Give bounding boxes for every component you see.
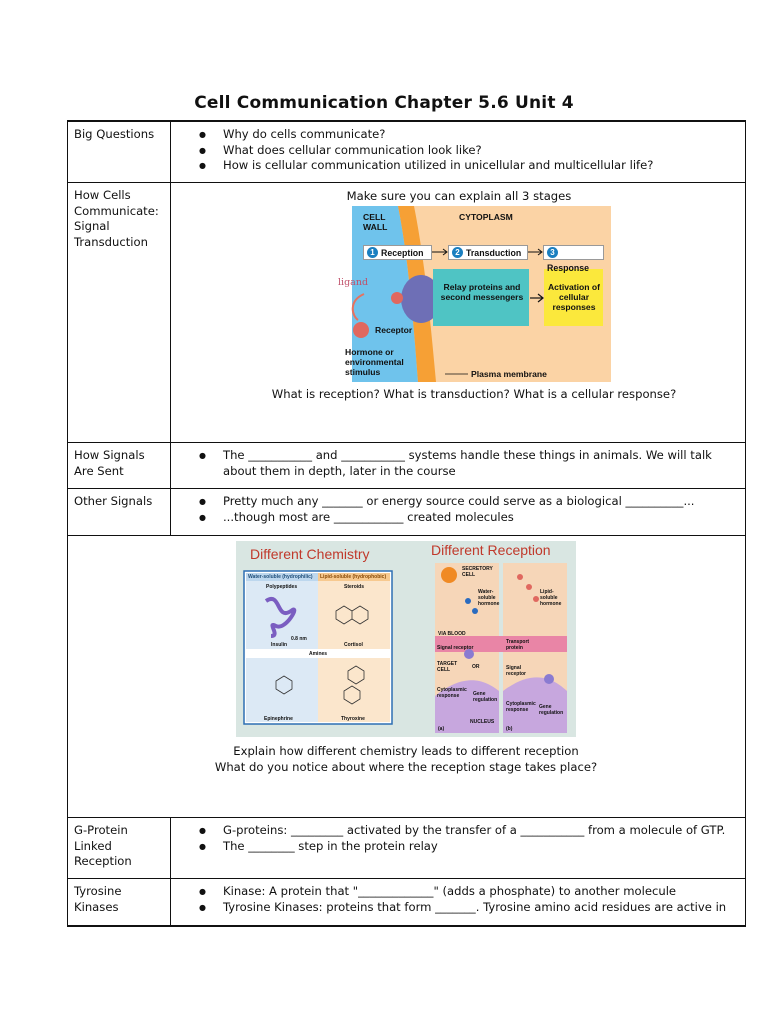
- step-response: 3Response: [543, 245, 604, 260]
- chemistry-caption-1: Explain how different chemistry leads to different reception: [233, 744, 579, 758]
- step-reception: 1 Reception: [363, 245, 432, 260]
- different-chemistry-heading: Different Chemistry: [250, 546, 370, 562]
- or-label: OR: [472, 664, 480, 670]
- row-other-signals: [67, 489, 746, 536]
- receptor-label: Receptor: [375, 325, 413, 335]
- bullet: ● Why do cells communicate?: [199, 127, 741, 143]
- row-tyrosine: [67, 879, 746, 927]
- amines-label: Amines: [309, 651, 328, 657]
- steroids-label: Steroids: [344, 584, 365, 590]
- nucleus-label: NUCLEUS: [470, 719, 495, 725]
- insulin-label: Insulin: [271, 642, 288, 648]
- cytoplasmic-response-b-label: Cytoplasmic response: [506, 701, 536, 713]
- ligand-label: ligand: [338, 277, 369, 288]
- hormone-label: Hormone or environmental stimulus: [345, 347, 404, 377]
- bullet: ● ...though most are ____________ created molecules: [199, 510, 741, 526]
- cell-wall-label: CELL WALL: [363, 212, 388, 232]
- step-number: 1: [367, 247, 378, 258]
- signal-receptor-b-label: Signal receptor: [506, 665, 527, 677]
- panel-a-label: (a): [438, 726, 445, 732]
- bullet: ● G-proteins: _________ activated by the transfer of a ___________ from a molecule of GTP.: [199, 823, 741, 839]
- panel-b-label: (b): [506, 726, 513, 732]
- plasma-membrane-label: Plasma membrane: [471, 369, 547, 379]
- polypeptides-label: Polypeptides: [266, 584, 298, 590]
- water-hormone-label: Water-soluble hormone: [478, 589, 500, 607]
- bullet: ● The ________ step in the protein relay: [199, 839, 741, 855]
- row-label: How Cells Communicate: Signal Transduction: [67, 183, 171, 442]
- gene-regulation-b-label: Gene regulation: [539, 704, 564, 716]
- step-arrows: [338, 206, 611, 266]
- caption-top: Make sure you can explain all 3 stages: [346, 189, 572, 203]
- water-soluble-label: Water-soluble (hydrophilic): [248, 574, 313, 580]
- row-how-signals-sent: [67, 443, 746, 489]
- caption-bottom: What is reception? What is transduction? What is a cellular response?: [271, 387, 677, 401]
- cytoplasm-label: CYTOPLASM: [459, 212, 513, 222]
- signal-receptor-label: Signal receptor: [437, 645, 474, 651]
- scale-label: 0.8 nm: [291, 636, 307, 642]
- epinephrine-label: Epinephrine: [264, 716, 293, 722]
- row-label: G-Protein Linked Reception: [67, 818, 171, 878]
- cortisol-label: Cortisol: [344, 642, 363, 648]
- step-transduction: 2 Transduction: [448, 245, 528, 260]
- gene-regulation-label: Gene regulation: [473, 691, 498, 703]
- lipid-soluble-label: Lipid-soluble (hydrophobic): [320, 574, 387, 580]
- row-g-protein: [67, 818, 746, 879]
- transport-protein-label: Transport protein: [506, 639, 530, 651]
- page-title: Cell Communication Chapter 5.6 Unit 4: [194, 93, 574, 113]
- bullet: ● Pretty much any _______ or energy source could serve as a biological __________...: [199, 494, 741, 510]
- row-big-questions: [67, 122, 746, 183]
- bullet: ● The ___________ and ___________ systems handle these things in animals. We will talk about them in depth, later in the course: [199, 448, 741, 479]
- via-blood-label: VIA BLOOD: [438, 631, 466, 637]
- target-cell-label: TARGET CELL: [437, 661, 458, 673]
- thyroxine-label: Thyroxine: [341, 716, 365, 722]
- bullet: ● How is cellular communication utilized in unicellular and multicellular life?: [199, 158, 741, 174]
- bullet: ● What does cellular communication look like?: [199, 143, 741, 159]
- row-label: Big Questions: [67, 122, 171, 182]
- activation-label: Activation of cellular responses: [547, 282, 601, 312]
- bullet: ● Kinase: A protein that "_____________" (adds a phosphate) to another molecule: [199, 884, 741, 900]
- bullet: ● Tyrosine Kinases: proteins that form _______. Tyrosine amino acid residues are active in: [199, 900, 741, 916]
- row-label: Tyrosine Kinases: [67, 879, 171, 925]
- signal-transduction-diagram: [338, 206, 611, 382]
- secretory-cell-label: SECRETORY CELL: [462, 566, 493, 578]
- lipid-hormone-label: Lipid-soluble hormone: [540, 589, 562, 607]
- row-label: Other Signals: [67, 489, 171, 535]
- cytoplasmic-response-label: Cytoplasmic response: [437, 687, 467, 699]
- chemistry-caption-2: What do you notice about where the reception stage takes place?: [214, 760, 598, 774]
- row-label: How Signals Are Sent: [67, 443, 171, 488]
- relay-label: Relay proteins and second messengers: [440, 282, 524, 302]
- step-number: 3: [547, 247, 558, 258]
- step-number: 2: [452, 247, 463, 258]
- chemistry-reception-diagram: [236, 541, 576, 737]
- different-reception-heading: Different Reception: [431, 542, 551, 558]
